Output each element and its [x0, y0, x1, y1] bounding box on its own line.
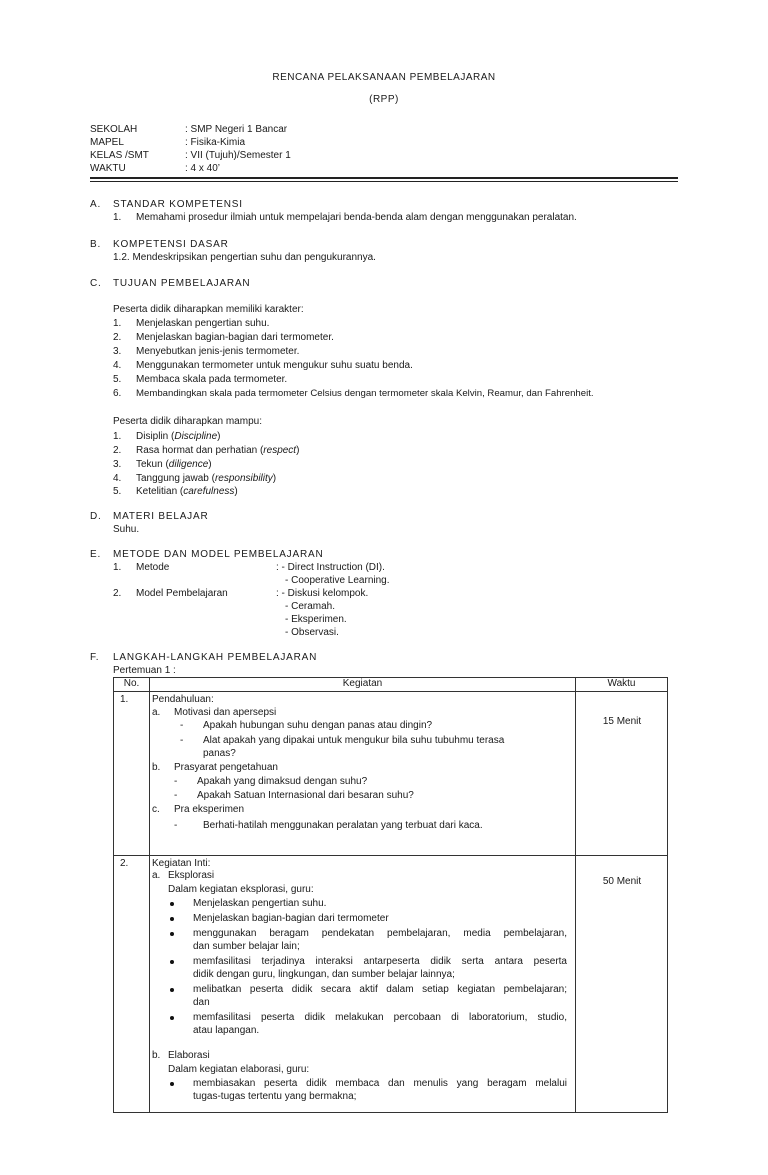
- row1-b-letter: b.: [152, 762, 161, 773]
- trait-3-pre: Tekun (: [136, 459, 169, 470]
- bullet-icon: [170, 988, 174, 992]
- metode-label: Metode: [136, 562, 170, 573]
- kelas-label: KELAS /SMT: [90, 150, 149, 161]
- goal-2-no: 2.: [113, 332, 122, 343]
- row1-activity-cell: [150, 692, 576, 856]
- model-no: 2.: [113, 588, 122, 599]
- row2-a-letter: a.: [152, 870, 161, 881]
- bullet-icon: [170, 902, 174, 906]
- col-header-waktu: Waktu: [576, 678, 668, 692]
- trait-1-english: Discipline: [174, 431, 218, 442]
- row1-a-item-2-cont: panas?: [203, 748, 236, 759]
- row2-a-item-5-cont: dan: [193, 997, 210, 1008]
- row2-b-title: Elaborasi: [168, 1050, 210, 1061]
- section-c-title: TUJUAN PEMBELAJARAN: [113, 278, 251, 289]
- row1-time: 15 Menit: [602, 716, 642, 727]
- section-b-title: KOMPETENSI DASAR: [113, 239, 229, 250]
- section-d-text: Suhu.: [113, 524, 140, 535]
- section-a-item-text: Memahami prosedur ilmiah untuk mempelajari benda-benda alam dengan menggunakan peralatan.: [136, 212, 577, 223]
- trait-4-pre: Tanggung jawab (: [136, 473, 215, 484]
- trait-1-no: 1.: [113, 431, 122, 442]
- trait-4-english: responsibility: [214, 473, 273, 484]
- metode-item-1: : - Direct Instruction (DI).: [276, 562, 385, 573]
- section-f-title: LANGKAH-LANGKAH PEMBELAJARAN: [113, 652, 318, 663]
- row2-title: Kegiatan Inti:: [152, 858, 211, 869]
- row1-c-letter: c.: [152, 804, 160, 815]
- section-f-letter: F.: [90, 652, 100, 663]
- trait-2: [136, 445, 299, 456]
- trait-4: [136, 473, 276, 484]
- row1-a-item-1: Apakah hubungan suhu dengan panas atau dingin?: [203, 720, 433, 731]
- section-b-letter: B.: [90, 239, 102, 250]
- activity-table: [113, 677, 668, 1113]
- row2-a-item-3: menggunakan beragam pendekatan pembelajaran, media pembelajaran,: [193, 928, 567, 939]
- bullet-icon: [170, 917, 174, 921]
- trait-3-post: ): [208, 459, 212, 470]
- goal-1-no: 1.: [113, 318, 122, 329]
- section-c-letter: C.: [90, 278, 102, 289]
- model-item-4: - Observasi.: [285, 627, 339, 638]
- row2-no-cell: [114, 856, 150, 1113]
- trait-2-no: 2.: [113, 445, 122, 456]
- mapel-label: MAPEL: [90, 137, 124, 148]
- row1-a-dash-1: -: [180, 720, 184, 731]
- trait-4-post: ): [272, 473, 277, 484]
- row2-a-item-6-cont: atau lapangan.: [193, 1025, 260, 1036]
- row1-no-cell: [114, 692, 150, 856]
- bullet-icon: [170, 1016, 174, 1020]
- document-title: RENCANA PELAKSANAAN PEMBELAJARAN: [272, 72, 496, 83]
- document-subtitle: (RPP): [369, 94, 399, 105]
- row2-a-item-4: memfasilitasi terjadinya interaksi antarpeserta didik serta antara peserta: [193, 956, 567, 967]
- goal-3-text: Menyebutkan jenis-jenis termometer.: [136, 346, 300, 357]
- row2-b-intro: Dalam kegiatan elaborasi, guru:: [168, 1064, 310, 1075]
- row2-a-item-5: melibatkan peserta didik secara aktif dalam setiap kegiatan pembelajaran;: [193, 984, 567, 995]
- row2-activity-cell: [150, 856, 576, 1113]
- goal-5-no: 5.: [113, 374, 122, 385]
- goal-4-no: 4.: [113, 360, 122, 371]
- waktu-value: : 4 x 40’: [185, 163, 221, 174]
- row1-c-item-1: Berhati-hatilah menggunakan peralatan yang terbuat dari kaca.: [203, 820, 483, 831]
- goal-6-text: Membandingkan skala pada termometer Celsius dengan termometer skala Kelvin, Reamur, dan Fahrenheit.: [136, 388, 594, 399]
- row1-b-dash-2: -: [174, 790, 178, 801]
- goal-5-text: Membaca skala pada termometer.: [136, 374, 288, 385]
- row2-b-item-1-cont: tugas-tugas tertentu yang bermakna;: [193, 1091, 357, 1102]
- meeting-label: Pertemuan 1 :: [113, 665, 176, 676]
- row1-a-title: Motivasi dan apersepsi: [174, 707, 277, 718]
- model-item-3: - Eksperimen.: [285, 614, 347, 625]
- section-a-item-no: 1.: [113, 212, 122, 223]
- row1-c-dash-1: -: [174, 820, 178, 831]
- section-d-title: MATERI BELAJAR: [113, 511, 209, 522]
- row1-a-item-2: Alat apakah yang dipakai untuk mengukur bila suhu tubuhmu terasa: [203, 735, 505, 746]
- bullet-icon: [170, 1082, 174, 1086]
- trait-5-post: ): [234, 486, 238, 497]
- trait-5-pre: Ketelitian (: [136, 486, 184, 497]
- bullet-icon: [170, 932, 174, 936]
- row2-b-item-1: membiasakan peserta didik membaca dan menulis yang beragam melalui: [193, 1078, 567, 1089]
- trait-1-pre: Disiplin (: [136, 431, 175, 442]
- row2-time: 50 Menit: [602, 876, 642, 887]
- goal-2-text: Menjelaskan bagian-bagian dari termometer.: [136, 332, 334, 343]
- section-e-letter: E.: [90, 549, 102, 560]
- row1-b-dash-1: -: [174, 776, 178, 787]
- section-d-letter: D.: [90, 511, 102, 522]
- row1-b-item-1: Apakah yang dimaksud dengan suhu?: [197, 776, 368, 787]
- row2-time-cell: [576, 856, 668, 1113]
- trait-1: [136, 431, 220, 442]
- trait-2-pre: Rasa hormat dan perhatian (: [136, 445, 264, 456]
- row1-b-title: Prasyarat pengetahuan: [174, 762, 278, 773]
- section-c-intro-ability: Peserta didik diharapkan mampu:: [113, 416, 262, 427]
- table-row: [114, 856, 668, 1113]
- trait-3-english: diligence: [168, 459, 209, 470]
- row2-no: 2.: [120, 858, 129, 869]
- row1-time-cell: [576, 692, 668, 856]
- row1-a-dash-2: -: [180, 735, 184, 746]
- trait-3: [136, 459, 212, 470]
- table-header-row: [114, 678, 668, 692]
- row2-a-item-6: memfasilitasi peserta didik melakukan percobaan di laboratorium, studio,: [193, 1012, 567, 1023]
- bullet-icon: [170, 960, 174, 964]
- goal-1-text: Menjelaskan pengertian suhu.: [136, 318, 270, 329]
- header-rule-thin: [90, 181, 678, 182]
- metode-item-2: - Cooperative Learning.: [285, 575, 390, 586]
- col-header-kegiatan: Kegiatan: [150, 678, 576, 692]
- row2-a-item-1: Menjelaskan pengertian suhu.: [193, 898, 327, 909]
- trait-2-english: respect: [263, 445, 297, 456]
- trait-3-no: 3.: [113, 459, 122, 470]
- goal-4-text: Menggunakan termometer untuk mengukur suhu suatu benda.: [136, 360, 413, 371]
- trait-5: [136, 486, 238, 497]
- section-a-letter: A.: [90, 199, 102, 210]
- row2-a-item-2: Menjelaskan bagian-bagian dari termometer: [193, 913, 389, 924]
- row2-a-item-4-cont: didik dengan guru, lingkungan, dan sumber belajar lainnya;: [193, 969, 455, 980]
- model-label: Model Pembelajaran: [136, 588, 228, 599]
- trait-2-post: ): [296, 445, 300, 456]
- trait-5-no: 5.: [113, 486, 122, 497]
- kelas-value: : VII (Tujuh)/Semester 1: [185, 150, 291, 161]
- waktu-label: WAKTU: [90, 163, 126, 174]
- section-b-item: 1.2. Mendeskripsikan pengertian suhu dan pengukurannya.: [113, 252, 376, 263]
- header-rule-thick: [90, 177, 678, 179]
- row2-a-item-3-cont: dan sumber belajar lain;: [193, 941, 300, 952]
- sekolah-value: : SMP Negeri 1 Bancar: [185, 124, 288, 135]
- model-item-2: - Ceramah.: [285, 601, 336, 612]
- trait-1-post: ): [217, 431, 221, 442]
- row2-a-title: Eksplorasi: [168, 870, 215, 881]
- mapel-value: : Fisika-Kimia: [185, 137, 246, 148]
- row1-no: 1.: [120, 694, 129, 705]
- row1-b-item-2: Apakah Satuan Internasional dari besaran suhu?: [197, 790, 414, 801]
- sekolah-label: SEKOLAH: [90, 124, 138, 135]
- section-a-title: STANDAR KOMPETENSI: [113, 199, 243, 210]
- section-c-intro-character: Peserta didik diharapkan memiliki karakter:: [113, 304, 304, 315]
- goal-6-no: 6.: [113, 388, 122, 399]
- model-item-1: : - Diskusi kelompok.: [276, 588, 369, 599]
- row1-title: Pendahuluan:: [152, 694, 214, 705]
- row1-a-letter: a.: [152, 707, 161, 718]
- row2-a-intro: Dalam kegiatan eksplorasi, guru:: [168, 884, 314, 895]
- trait-5-english: carefulness: [183, 486, 235, 497]
- trait-4-no: 4.: [113, 473, 122, 484]
- section-e-title: METODE DAN MODEL PEMBELAJARAN: [113, 549, 324, 560]
- row1-c-title: Pra eksperimen: [174, 804, 245, 815]
- row2-b-letter: b.: [152, 1050, 161, 1061]
- col-header-no: No.: [114, 678, 150, 692]
- metode-no: 1.: [113, 562, 122, 573]
- goal-3-no: 3.: [113, 346, 122, 357]
- table-row: [114, 692, 668, 856]
